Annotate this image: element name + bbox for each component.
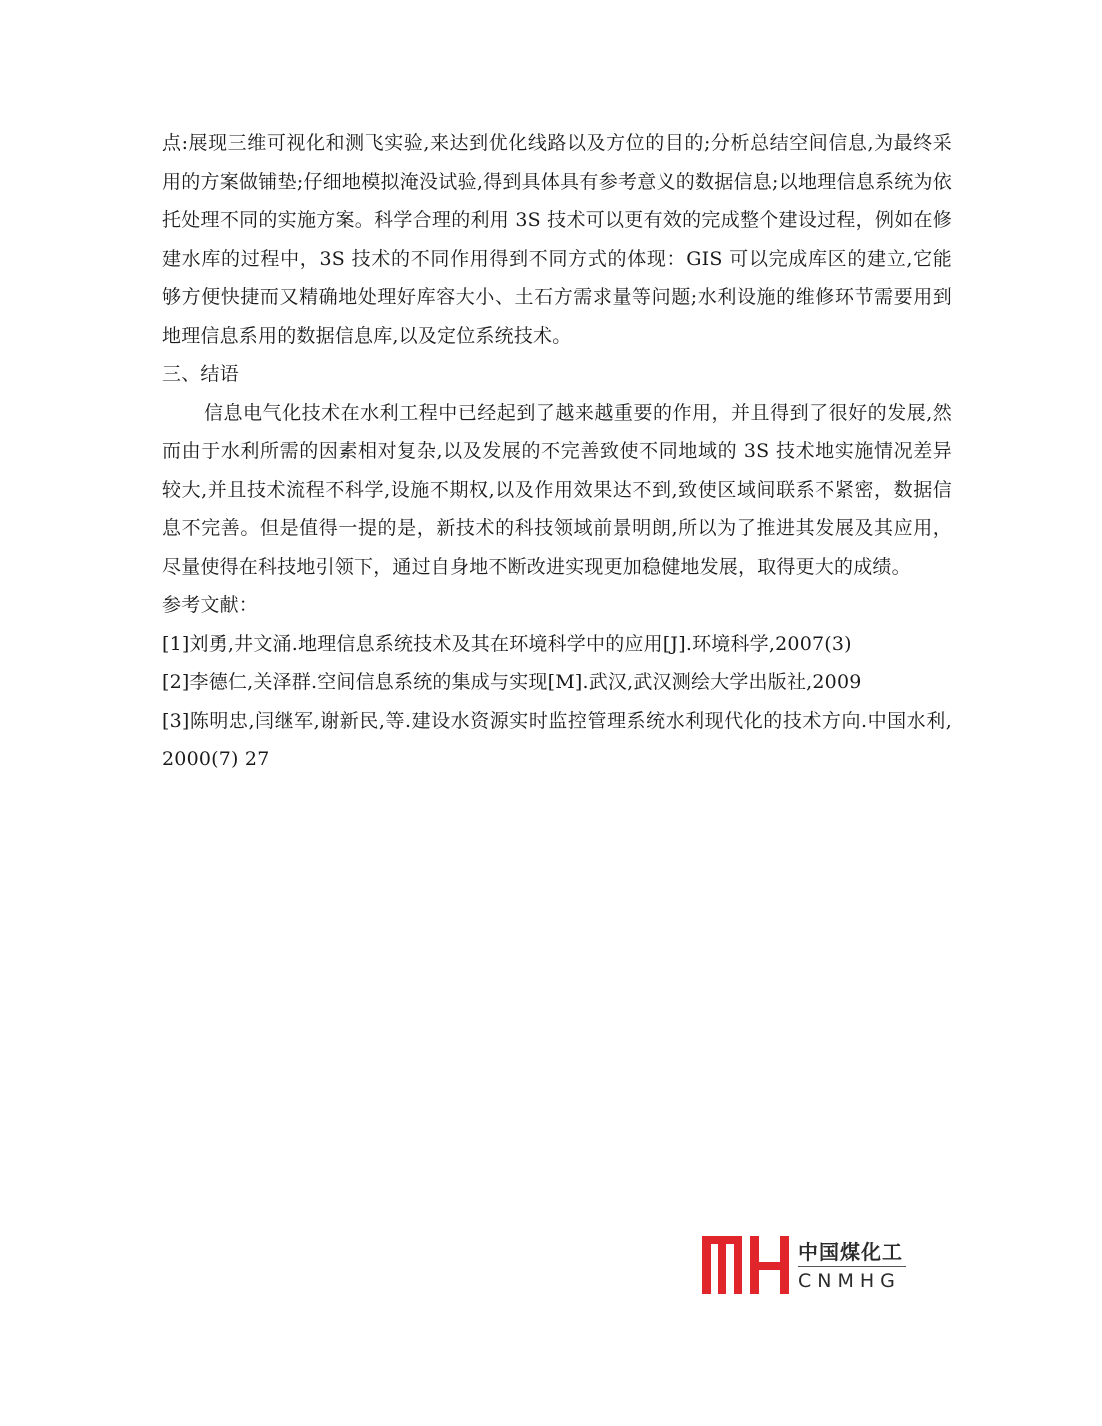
reference-item-1: [1]刘勇,井文涌.地理信息系统技术及其在环境科学中的应用[J].环境科学,2007(3) (162, 632, 852, 655)
publisher-logo (702, 1232, 912, 1298)
reference-item-3: [3]陈明忠,闫继军,谢新民,等.建设水资源实时监控管理系统水利现代化的技术方向.中国水利, 2000(7) 27 (162, 709, 972, 770)
reference-item-2: [2]李德仁,关泽群.空间信息系统的集成与实现[M].武汉,武汉测绘大学出版社,2009 (162, 671, 862, 693)
cnmhg-logo-icon (702, 1232, 792, 1298)
body-paragraph-conclusion: 信息电气化技术在水利工程中已经起到了越来越重要的作用，并且得到了很好的发展,然而由于水利所需的因素相对复杂,以及发展的不完善致使不同地域的 3S 技术地实施情况差异较大,并且技术流程不科学,设施不期权,以及作用效果达不到,致使区域间联系不紧密，数据信息不完善。但是值得一提的是，新技术的科技领域前景明朗,所以为了推进其发展及其应用，尽量使得在科技地引领下，通过自身地不断改进实现更加稳健地发展，取得更大的成绩。 (162, 401, 952, 578)
document-body (162, 124, 972, 779)
logo-divider (798, 1266, 906, 1267)
references-heading: 参考文献： (162, 594, 259, 616)
logo-name-en: CNMHG (798, 1270, 901, 1292)
body-paragraph-continued: 点:展现三维可视化和测飞实验,来达到优化线路以及方位的目的;分析总结空间信息,为最终采用的方案做铺垫;仔细地模拟淹没试验,得到具体具有参考意义的数据信息;以地理信息系统为依托处理不同的实施方案。科学合理的利用 3S 技术可以更有效的完成整个建设过程，例如在修建水库的过程中，3S 技术的不同作用得到不同方式的体现：GIS 可以完成库区的建立,它能够方便快捷而又精确地处理好库容大小、土石方需求量等问题;水利设施的维修环节需要用到地理信息系用的数据信息库,以及定位系统技术。 (162, 132, 952, 347)
logo-name-cn: 中国煤化工 (798, 1240, 903, 1264)
section-heading-conclusion: 三、结语 (162, 363, 239, 385)
